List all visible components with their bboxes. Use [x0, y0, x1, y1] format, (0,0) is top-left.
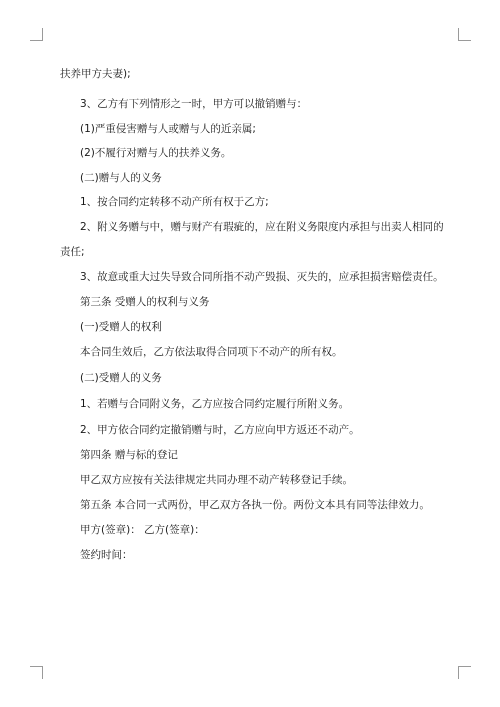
article-heading: 第三条 受赠人的权利与义务	[80, 296, 210, 308]
text-line: 本合同生效后，乙方依法取得合同项下不动产的所有权。	[80, 346, 343, 358]
signature-line: 甲方(签章)： 乙方(签章)：	[80, 524, 205, 536]
text-line: (2)不履行对赠与人的扶养义务。	[80, 147, 232, 159]
crop-mark-bottom-right	[458, 666, 471, 679]
signing-date-line: 签约时间：	[80, 549, 133, 561]
text-line: 第五条 本合同一式两份，甲乙双方各执一份。两份文本具有同等法律效力。	[80, 499, 430, 511]
text-line: 责任;	[60, 246, 85, 258]
text-line: (1)严重侵害赠与人或赠与人的近亲属;	[80, 123, 256, 135]
crop-mark-bottom-left	[30, 666, 43, 679]
text-line: 甲乙双方应按有关法律规定共同办理不动产转移登记手续。	[80, 474, 353, 486]
text-line: 1、若赠与合同附义务，乙方应按合同约定履行所附义务。	[80, 398, 350, 410]
section-heading: (二)受赠人的义务	[80, 372, 162, 384]
text-line: 2、甲方依合同约定撤销赠与时，乙方应向甲方返还不动产。	[80, 424, 360, 436]
section-heading: (一)受赠人的权利	[80, 321, 162, 333]
text-line: 3、故意或重大过失导致合同所指不动产毁损、灭失的，应承担损害赔偿责任。	[80, 271, 444, 283]
text-line: 1、按合同约定转移不动产所有权于乙方;	[80, 196, 269, 208]
article-heading: 第四条 赠与标的登记	[80, 449, 178, 461]
text-line: 2、附义务赠与中，赠与财产有瑕疵的，应在附义务限度内承担与出卖人相同的	[80, 221, 444, 233]
text-line: 3、乙方有下列情形之一时，甲方可以撤销赠与：	[80, 98, 308, 110]
crop-mark-top-left	[30, 28, 43, 41]
section-heading: (二)赠与人的义务	[80, 172, 162, 184]
text-line: 扶养甲方夫妻);	[60, 68, 131, 80]
crop-mark-top-right	[458, 28, 471, 41]
